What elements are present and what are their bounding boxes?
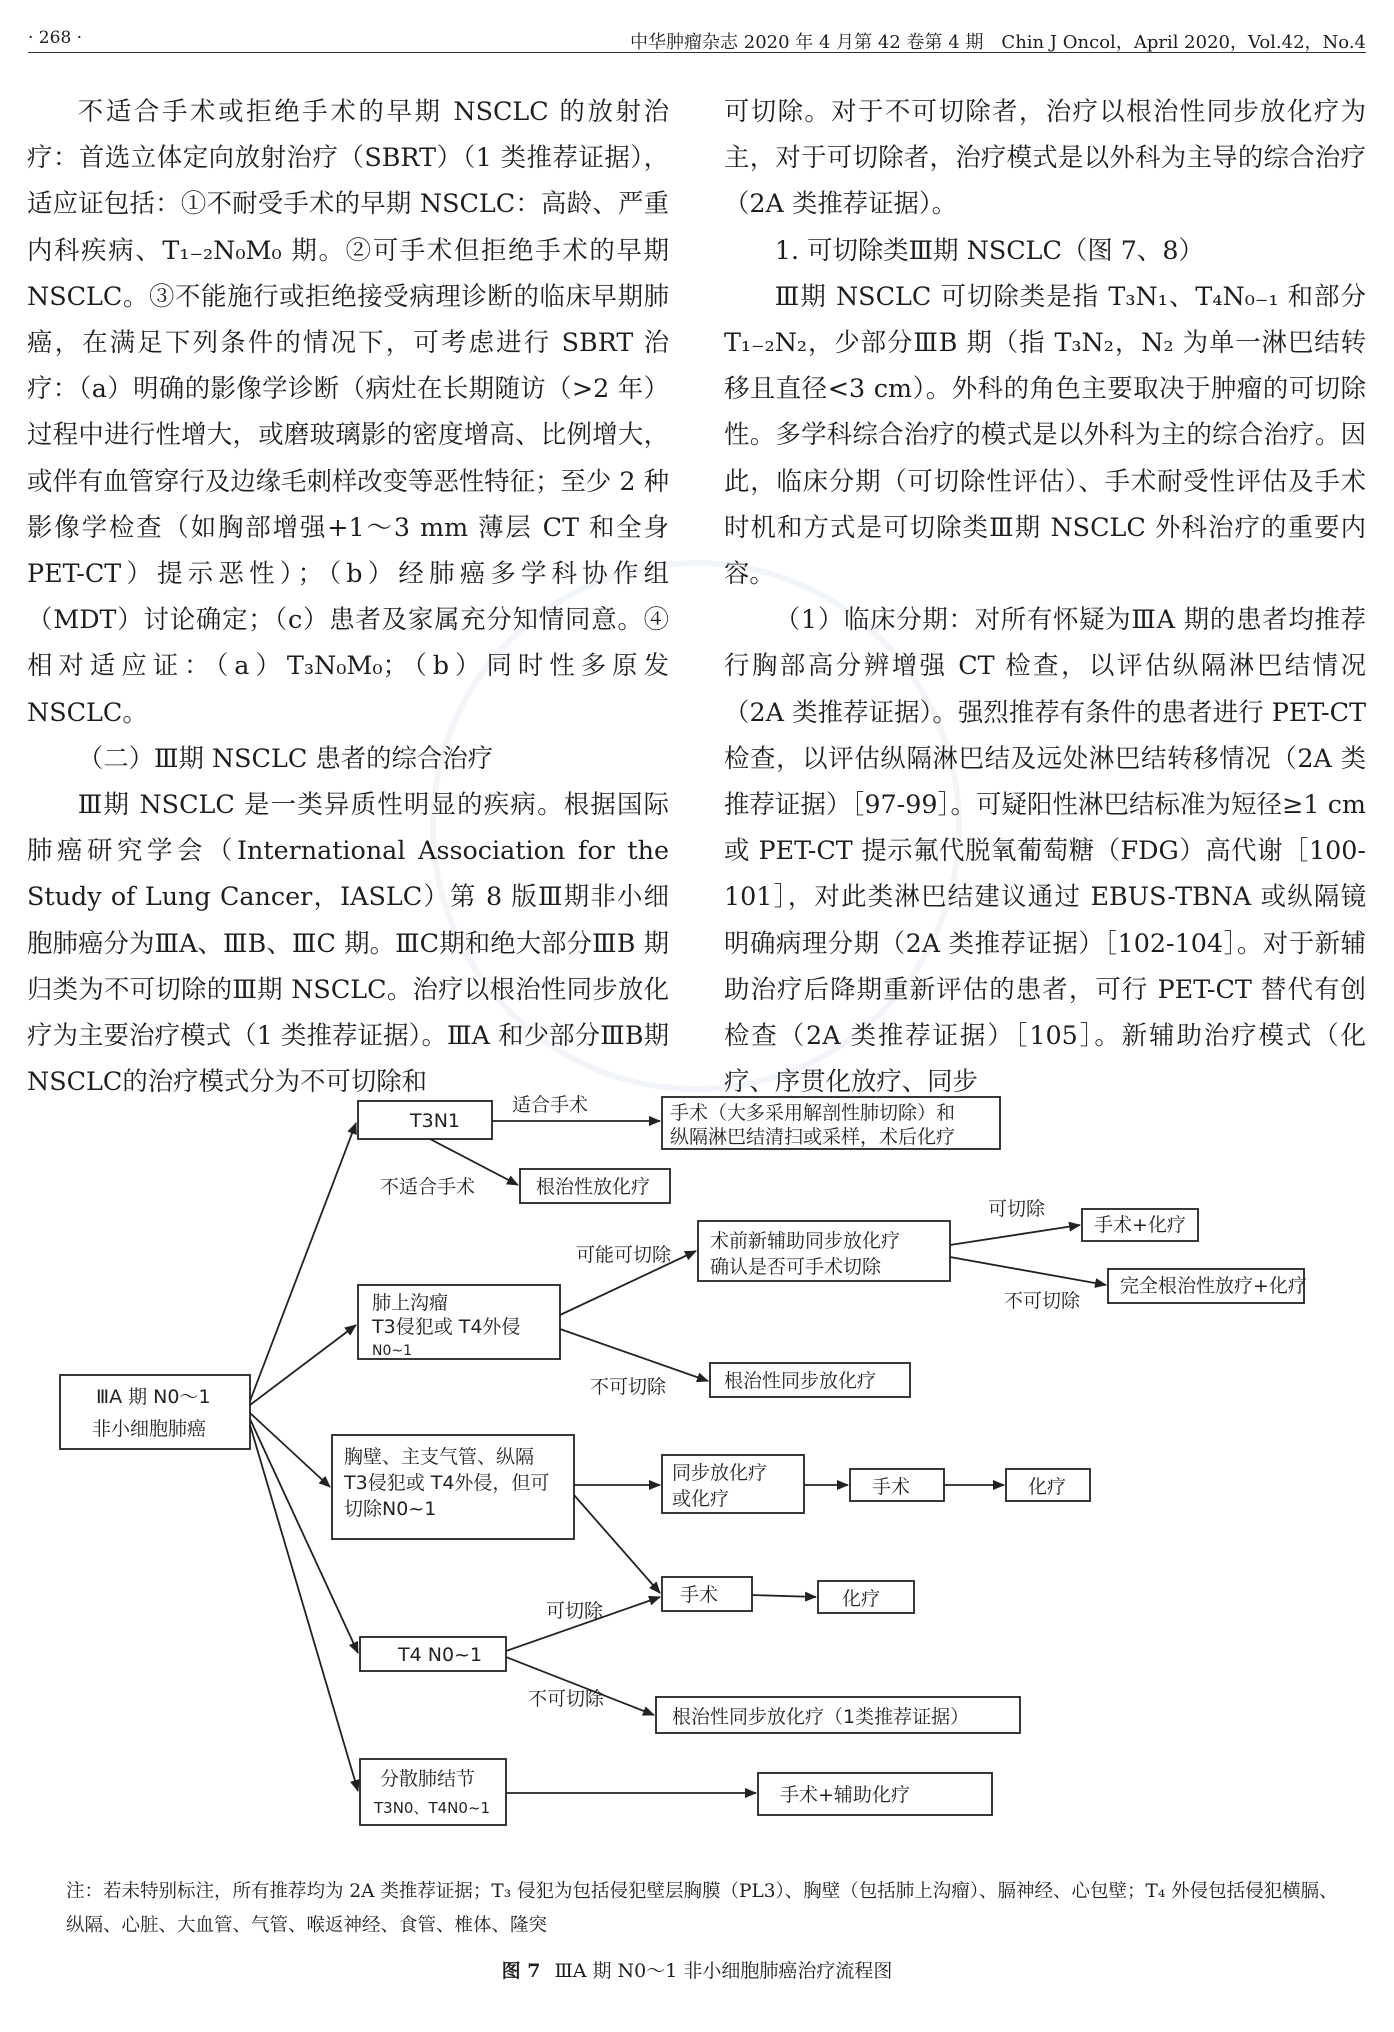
surgery-line2: 纵隔淋巴结清扫或采样，术后化疗 <box>670 1126 956 1148</box>
subsection-heading: 1. 可切除类Ⅲ期 NSCLC（图 7、8） <box>774 234 1204 265</box>
pancoast-line3: N0~1 <box>372 1343 413 1359</box>
paragraph-resectable-def: Ⅲ期 NSCLC 可切除类是指 T₃N₁、T₄N₀₋₁ 和部分 T₁₋₂N₂，少部分ⅢB 期（指 T₃N₂，N₂ 为单一淋巴结转移且直径<3 cm）。外科的角色主要取决于肿瘤的可切除性。多学科综合治疗的模式是以外科为主的综合治疗。因此，临床分期（可切除性评估）、手术耐受性评估及手术时机和方式是可切除类Ⅲ期 NSCLC 外科治疗的重要内容。 <box>724 280 1366 589</box>
paragraph-sbrt: 不适合手术或拒绝手术的早期 NSCLC 的放射治疗：首选立体定向放射治疗（SBRT）（1 类推荐证据），适应证包括：①不耐受手术的早期 NSCLC：高龄、严重内科疾病、T₁₋₂N₀M₀ 期。②可手术但拒绝手术的早期 NSCLC。③不能施行或拒绝接受病理诊断的临床早期肺癌，在满足下列条件的情况下，可考虑进行 SBRT 治疗：（a）明确的影像学诊断（病灶在长期随访（>2 年）过程中进行性增大，或磨玻璃影的密度增高、比例增大，或伴有血管穿行及边缘毛刺样改变等恶性特征；至少 2 种影像学检查（如胸部增强+1～3 mm 薄层 CT 和全身 PET-CT）提示恶性）；（b）经肺癌多学科协作组（MDT）讨论确定；（c）患者及家属充分知情同意。④相对适应证：（a）T₃N₀M₀；（b）同时性多原发 NSCLC。 <box>27 96 669 727</box>
left-column <box>27 88 669 1104</box>
root-line2: 非小细胞肺癌 <box>92 1418 207 1440</box>
unresectable-label-1: 不可切除 <box>1004 1290 1081 1312</box>
neoadj-line2: 确认是否可手术切除 <box>710 1256 882 1278</box>
page-header <box>28 22 1366 53</box>
radical-cat1-label: 根治性同步放化疗（1类推荐证据） <box>672 1706 970 1728</box>
not-suitable-surgery-label: 不适合手术 <box>380 1176 476 1198</box>
possibly-resectable-label: 可能可切除 <box>576 1244 672 1266</box>
root-line1: ⅢA 期 N0～1 <box>96 1386 211 1408</box>
complete-radical-label: 完全根治性放疗+化疗 <box>1120 1275 1307 1297</box>
journal-info: 中华肿瘤杂志 2020 年 4 月第 42 卷第 4 期 Chin J Oncol，April 2020，Vol.42，No.4 <box>630 32 1366 53</box>
figure-note: 注：若未特别标注，所有推荐均为 2A 类推荐证据；T₃ 侵犯为包括侵犯壁层胸膜（PL3）、胸壁（包括肺上沟瘤）、膈神经、心包壁；T₄ 外侵包括侵犯横膈、纵隔、心脏、大血管、气管、喉返神经、食管、椎体、隆突 <box>66 1881 1338 1936</box>
right-column <box>724 88 1366 1104</box>
suitable-surgery-label: 适合手术 <box>512 1094 589 1116</box>
pancoast-line2: T3侵犯或 T4外侵 <box>372 1316 521 1338</box>
neoadj-line1: 术前新辅助同步放化疗 <box>710 1230 901 1252</box>
surgery-label-2: 手术 <box>680 1584 719 1606</box>
radical-label-1: 根治性放化疗 <box>536 1176 651 1198</box>
pancoast-line1: 肺上沟瘤 <box>372 1292 449 1314</box>
figure-caption <box>0 1956 1394 1983</box>
page-number: · 268 · <box>28 28 83 48</box>
resectable-label-1: 可切除 <box>988 1198 1046 1220</box>
radical-concurrent-label: 根治性同步放化疗 <box>724 1370 877 1392</box>
chest-wall-line3: 切除N0~1 <box>344 1498 437 1520</box>
chest-wall-line2: T3侵犯或 T4外侵，但可 <box>344 1472 550 1494</box>
caption-text: ⅢA 期 N0～1 非小细胞肺癌治疗流程图 <box>554 1960 893 1982</box>
t4n01-label: T4 N0~1 <box>398 1644 483 1666</box>
dispersed-line1: 分散肺结节 <box>380 1768 476 1790</box>
flowchart <box>0 1085 1394 1865</box>
paragraph-stage3: Ⅲ期 NSCLC 是一类异质性明显的疾病。根据国际肺癌研究学会（International Association for the Study of Lung Cancer，IASLC）第 8 版Ⅲ期非小细胞肺癌分为ⅢA、ⅢB、ⅢC 期。ⅢC期和绝大部分ⅢB 期归类为不可切除的Ⅲ期 NSCLC。治疗以根治性同步放化疗为主要治疗模式（1 类推荐证据）。ⅢA 和少部分ⅢB期NSCLC的治疗模式分为不可切除和 <box>27 789 669 1097</box>
surgery-label-1: 手术 <box>872 1476 911 1498</box>
surgery-adjuvant-label: 手术+辅助化疗 <box>780 1784 910 1806</box>
paragraph-resectable: 可切除。对于不可切除者，治疗以根治性同步放化疗为主，对于可切除者，治疗模式是以外科为主导的综合治疗（2A 类推荐证据）。 <box>724 96 1366 219</box>
concurrent-line2: 或化疗 <box>672 1488 730 1510</box>
caption-label: 图 7 <box>501 1960 541 1982</box>
t3n1-label: T3N1 <box>410 1110 460 1132</box>
unresectable-label-2: 不可切除 <box>590 1376 667 1398</box>
section-heading: （二）Ⅲ期 NSCLC 患者的综合治疗 <box>77 742 494 773</box>
paragraph-clinical-staging: （1）临床分期：对所有怀疑为ⅢA 期的患者均推荐行胸部高分辨增强 CT 检查，以评估纵隔淋巴结情况（2A 类推荐证据）。强烈推荐有条件的患者进行 PET-CT 检查，以评估纵隔淋巴结及远处淋巴结转移情况（2A 类推荐证据）［97-99］。可疑阳性淋巴结标准为短径≥1 cm 或 PET-CT 提示氟代脱氧葡萄糖（FDG）高代谢［100-101］，对此类淋巴结建议通过 EBUS-TBNA 或纵隔镜明确病理分期（2A 类推荐证据）［102-104］。对于新辅助治疗后降期重新评估的患者，可行 PET-CT 替代有创检查（2A 类推荐证据）［105］。新辅助治疗模式（化疗、序贯化放疗、同步 <box>724 604 1366 1097</box>
resectable-label-2: 可切除 <box>546 1600 604 1622</box>
dispersed-line2: T3N0、T4N0~1 <box>374 1799 491 1817</box>
unresectable-label-3: 不可切除 <box>528 1688 605 1710</box>
concurrent-line1: 同步放化疗 <box>672 1462 768 1484</box>
surgery-line1: 手术（大多采用解剖性肺切除）和 <box>670 1102 956 1124</box>
surgery-chemo-label: 手术+化疗 <box>1094 1214 1186 1236</box>
chest-wall-line1: 胸壁、主支气管、纵隔 <box>344 1446 535 1468</box>
chemo-label-1: 化疗 <box>1028 1476 1067 1498</box>
chemo-label-2: 化疗 <box>842 1588 881 1610</box>
